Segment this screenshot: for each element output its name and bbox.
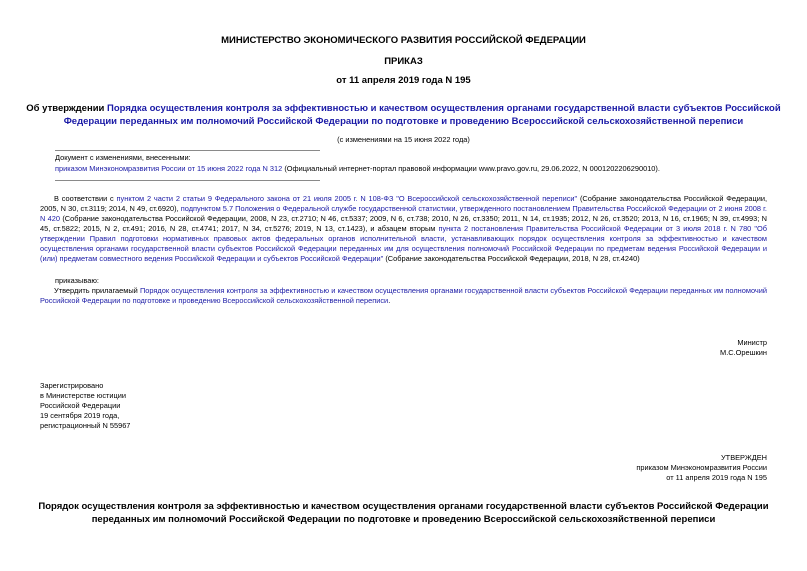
registration-line: в Министерстве юстиции	[40, 391, 127, 400]
preamble-text-4: (Собрание законодательства Российской Федерации, 2018, N 28, ст.4240)	[383, 254, 640, 263]
preamble-text-3: (Собрание законодательства Российской Федерации, 2008, N 23, ст.2710; N 46, ст.5337; 2009, N 6, ст.738; 2010, N 26, ст.3350; 2011, N 14, ст.1935; 2012, N 26, ст.3520; 2013, N 16, ст.1965; N 39, ст.4993; N 45, ст.5822; 2015, N 2, ст.491; 2016, N 28, ст.4741; 2017, N 34, ст.5276; 2019, N 13, ст.1423), и абзацем вторым	[40, 214, 767, 233]
signature-block	[720, 338, 767, 358]
order-title-link[interactable]: Порядка осуществления контроля за эффективностью и качеством осуществления органами государственной власти субъектов Российской Федерации переданных им полномочий Российской Федерации по подготовке и проведению Всероссийской сельскохозяйственной переписи	[63, 103, 781, 127]
amendment-link[interactable]: приказом Минэкономразвития России от 15 июня 2022 года N 312	[55, 164, 283, 173]
preamble-paragraph	[40, 194, 767, 264]
regulation-link[interactable]: подпунктом 5.7 Положения о Федеральной службе государственной статистики, утвержденного постановлением Правительства Российской Федерации от 2 июня 2008 г. N 420	[40, 204, 767, 223]
registration-line: 19 сентября 2019 года,	[40, 411, 120, 420]
preamble-text-2: (Собрание законодательства Российской Федерации, 2005, N 30, ст.3119; 2014, N 49, ст.6920),	[40, 194, 768, 213]
registration-line: Российской Федерации	[40, 401, 121, 410]
order-paragraph	[40, 286, 767, 306]
procedure-title-line-1: Порядок осуществления контроля за эффективностью и качеством осуществления органами государственной власти субъектов Российской Федерации	[38, 501, 769, 512]
signature-position: Министр	[737, 338, 767, 347]
approved-line: от 11 апреля 2019 года N 195	[666, 473, 767, 482]
amendments-entry	[55, 164, 775, 174]
signature-name: М.С.Орешкин	[720, 348, 767, 357]
changes-note: (с изменениями на 15 июня 2022 года)	[337, 135, 470, 144]
amendments-block	[55, 153, 775, 174]
amendments-heading: Документ с изменениями, внесенными:	[55, 153, 191, 162]
order-text-1: Утвердить прилагаемый	[54, 286, 140, 295]
divider-bottom	[55, 180, 320, 181]
document-type: ПРИКАЗ	[384, 56, 423, 67]
registration-line: регистрационный N 55967	[40, 421, 131, 430]
amendment-source: (Официальный интернет-портал правовой информации www.pravo.gov.ru, 29.06.2022, N 0001202206290010).	[282, 164, 660, 173]
approved-line: УТВЕРЖДЕН	[720, 453, 767, 462]
government-decree-link[interactable]: пункта 2 постановления Правительства Российской Федерации от 3 июля 2018 г. N 780 "Об утверждении Правил подготовки нормативных правовых актов федеральных органов исполнительной власти, устанавливающих порядок осуществления контроля за эффективностью и качеством осуществления органами государственной власти субъектов Российской Федерации переданных им для осуществления полномочий Российской Федерации по предметам ведения Российской Федерации и (или) предметам совместного ведения Российской Федерации и субъектов Российской Федерации"	[40, 224, 767, 263]
procedure-link[interactable]: Порядок осуществления контроля за эффективностью и качеством осуществления органами государственной власти субъектов Российской Федерации переданных им полномочий Российской Федерации по подготовке и проведению Всероссийской сельскохозяйственной переписи	[40, 286, 767, 305]
preamble-text-1: В соответствии с	[54, 194, 117, 203]
document-date-number: от 11 апреля 2019 года N 195	[336, 75, 471, 86]
registration-block	[40, 381, 130, 431]
order-title-prefix: Об утверждении	[26, 103, 108, 114]
order-text-2: .	[388, 296, 391, 305]
order-word: приказываю:	[55, 276, 99, 285]
approved-block	[636, 453, 767, 483]
registration-line: Зарегистрировано	[40, 381, 104, 390]
order-title	[20, 102, 787, 128]
ministry-heading: МИНИСТЕРСТВО ЭКОНОМИЧЕСКОГО РАЗВИТИЯ РОССИЙСКОЙ ФЕДЕРАЦИИ	[221, 35, 586, 46]
procedure-title	[10, 500, 797, 526]
federal-law-link[interactable]: пунктом 2 части 2 статьи 9 Федерального закона от 21 июля 2005 г. N 108-ФЗ "О Всероссийской сельскохозяйственной переписи"	[116, 194, 578, 203]
approved-line: приказом Минэкономразвития России	[636, 463, 767, 472]
procedure-title-line-2: переданных им полномочий Российской Федерации по подготовке и проведению Всероссийской сельскохозяйственной переписи	[91, 514, 716, 525]
divider-top	[55, 150, 320, 151]
